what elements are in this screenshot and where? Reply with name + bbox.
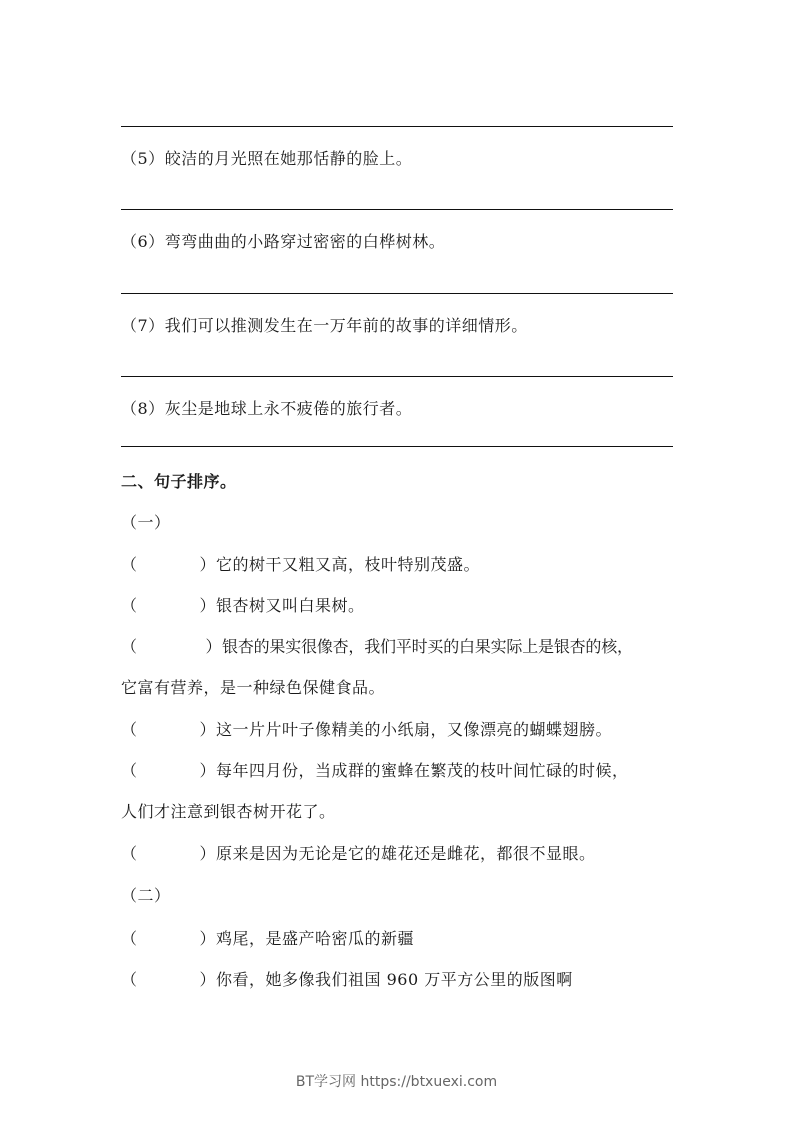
item-text: 原来是因为无论是它的雄花还是雌花，都很不显眼。 bbox=[216, 844, 596, 863]
ordering-item bbox=[121, 555, 480, 575]
group-label: （一） bbox=[121, 513, 171, 532]
blank-close: ） bbox=[199, 929, 217, 948]
item-text: 鸡尾，是盛产哈密瓜的新疆 bbox=[216, 929, 415, 948]
exercise-item-6 bbox=[121, 232, 445, 252]
blank-close: ） bbox=[199, 720, 217, 739]
blank-open: （ bbox=[121, 720, 138, 739]
group-label: （二） bbox=[121, 886, 171, 905]
blank-open: （ bbox=[121, 844, 138, 863]
blank-open: （ bbox=[121, 596, 138, 615]
blank-open: （ bbox=[121, 555, 138, 574]
item-text: 弯弯曲曲的小路穿过密密的白桦树林。 bbox=[164, 232, 446, 251]
item-text: 你看，她多像我们祖国 960 万平方公里的版图啊 bbox=[216, 970, 573, 989]
blank-close: ） bbox=[199, 555, 217, 574]
item-text: 我们可以推测发生在一万年前的故事的详细情形。 bbox=[164, 316, 528, 335]
item-text: 皎洁的月光照在她那恬静的脸上。 bbox=[164, 149, 413, 168]
exercise-item-7 bbox=[121, 316, 528, 336]
blank-open: （ bbox=[121, 929, 138, 948]
answer-line[interactable] bbox=[121, 293, 673, 294]
item-continuation: 它富有营养，是一种绿色保健食品。 bbox=[121, 678, 386, 697]
exercise-item-8 bbox=[121, 399, 412, 419]
item-text: 每年四月份，当成群的蜜蜂在繁茂的枝叶间忙碌的时候， bbox=[216, 761, 629, 780]
blank-open: （ bbox=[121, 761, 138, 780]
ordering-item bbox=[121, 596, 365, 616]
footer-watermark: BT学习网 https://btxuexi.com bbox=[295, 1074, 498, 1090]
answer-line[interactable] bbox=[121, 446, 673, 447]
answer-line[interactable] bbox=[121, 209, 673, 210]
item-number: （5） bbox=[121, 149, 165, 168]
blank-close: ） bbox=[199, 596, 217, 615]
item-text: 这一片片叶子像精美的小纸扇，又像漂亮的蝴蝶翅膀。 bbox=[216, 720, 613, 739]
item-number: （8） bbox=[121, 399, 165, 418]
exercise-item-5 bbox=[121, 149, 412, 169]
answer-line bbox=[121, 126, 673, 127]
section-title: 二、句子排序。 bbox=[121, 472, 237, 491]
blank-open: （ bbox=[121, 970, 138, 989]
blank-open: （ bbox=[121, 637, 138, 656]
ordering-item bbox=[121, 761, 629, 781]
blank-close: ） bbox=[199, 970, 217, 989]
answer-line[interactable] bbox=[121, 376, 673, 377]
item-continuation: 人们才注意到银杏树开花了。 bbox=[121, 802, 336, 821]
blank-close: ） bbox=[199, 844, 217, 863]
ordering-item bbox=[121, 720, 612, 740]
item-text: 银杏树又叫白果树。 bbox=[216, 596, 365, 615]
blank-close: ） bbox=[205, 637, 223, 656]
item-number: （7） bbox=[121, 316, 165, 335]
item-text: 银杏的果实很像杏，我们平时买的白果实际上是银杏的核， bbox=[222, 637, 633, 656]
ordering-item bbox=[121, 844, 596, 864]
blank-close: ） bbox=[199, 761, 217, 780]
item-text: 灰尘是地球上永不疲倦的旅行者。 bbox=[164, 399, 413, 418]
item-number: （6） bbox=[121, 232, 165, 251]
ordering-item bbox=[121, 970, 573, 990]
ordering-item bbox=[121, 929, 414, 949]
ordering-item bbox=[121, 637, 633, 657]
item-text: 它的树干又粗又高，枝叶特别茂盛。 bbox=[216, 555, 481, 574]
